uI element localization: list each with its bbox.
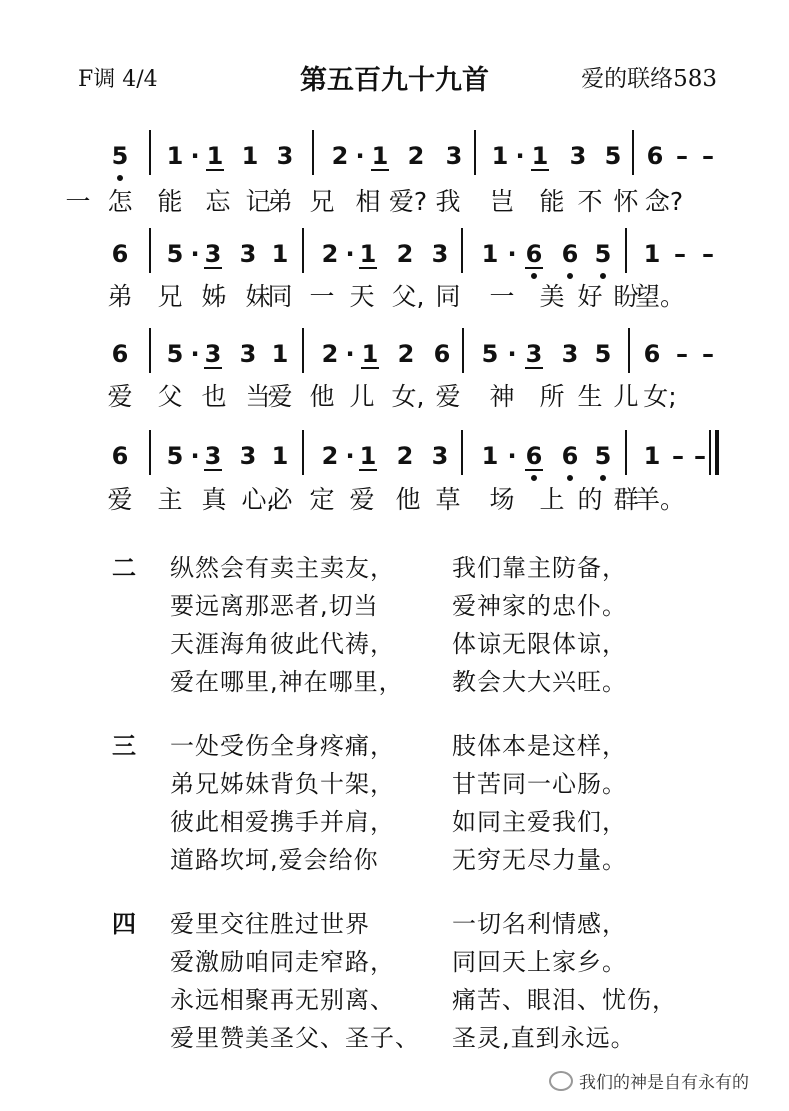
- lyric-4-10: 场: [489, 485, 515, 514]
- lyric-4-3: 真: [201, 485, 227, 514]
- note-3-15: 3: [561, 340, 579, 368]
- verse-line-first: 爱在哪里,神在哪里，: [170, 668, 404, 696]
- note-1-11: 3: [445, 142, 463, 170]
- note-2-18: –: [674, 240, 686, 268]
- verse-line-first: 要远离那恶者,切当: [170, 592, 379, 620]
- lyric-4-4: 心,: [241, 485, 275, 514]
- lyric-3-9: 爱: [435, 382, 461, 411]
- lyric-3-5: 爱: [267, 382, 293, 411]
- lyric-3-2: 父: [157, 382, 183, 411]
- note-4-3: ·: [190, 442, 200, 470]
- low-octave-dot: [568, 274, 573, 279]
- note-3-1: 6: [111, 340, 129, 368]
- note-4-1: 6: [111, 442, 129, 470]
- note-1-1: 5: [111, 142, 129, 170]
- lyric-1-5: 记: [245, 187, 271, 216]
- note-1-15: 3: [569, 142, 587, 170]
- verse-line-second: 一切名利情感，: [452, 910, 627, 938]
- lyric-1-2: 怎: [107, 187, 133, 216]
- note-4-13: ·: [507, 442, 517, 470]
- lyric-1-11: 岂: [489, 187, 515, 216]
- verse-label: 二: [112, 554, 136, 582]
- lyric-3-11: 所: [539, 382, 565, 411]
- lyric-1-8: 相: [355, 187, 381, 216]
- lyric-1-6: 弟: [267, 187, 293, 216]
- note-3-17: 6: [643, 340, 661, 368]
- lyric-3-10: 神: [489, 382, 515, 411]
- low-octave-dot: [568, 476, 573, 481]
- note-1-12: 1: [491, 142, 509, 170]
- lyric-3-7: 儿: [349, 382, 375, 411]
- note-3-8: ·: [345, 340, 355, 368]
- lyric-2-6: 一: [309, 282, 335, 311]
- lyric-4-8: 他: [395, 485, 421, 514]
- lyric-4-11: 上: [539, 485, 565, 514]
- note-2-7: 2: [321, 240, 339, 268]
- note-3-11: 6: [433, 340, 451, 368]
- lyric-2-12: 好: [577, 282, 603, 311]
- note-3-7: 2: [321, 340, 339, 368]
- wechat-icon: [549, 1071, 573, 1091]
- verse-line-first: 纵然会有卖主卖友，: [170, 554, 395, 582]
- lyric-4-9: 草: [435, 485, 461, 514]
- note-4-7: 2: [321, 442, 339, 470]
- lyric-3-3: 也: [201, 382, 227, 411]
- note-2-1: 6: [111, 240, 129, 268]
- verse-line-first: 彼此相爱携手并肩，: [170, 808, 395, 836]
- verse-line-second: 圣灵,直到永远。: [452, 1024, 636, 1052]
- low-octave-dot: [532, 274, 537, 279]
- note-2-5: 3: [239, 240, 257, 268]
- lyric-2-7: 天: [349, 282, 375, 311]
- lyric-2-9: 同: [435, 282, 461, 311]
- note-1-4: 1: [206, 142, 224, 170]
- lyric-1-10: 我: [435, 187, 461, 216]
- lyric-2-11: 美: [539, 282, 565, 311]
- note-1-5: 1: [241, 142, 259, 170]
- verse-line-first: 一处受伤全身疼痛，: [170, 732, 395, 760]
- watermark: [549, 1068, 749, 1093]
- note-1-18: –: [676, 142, 688, 170]
- note-4-16: 5: [594, 442, 612, 470]
- note-3-6: 1: [271, 340, 289, 368]
- lyric-1-7: 兄: [309, 187, 335, 216]
- note-4-2: 5: [166, 442, 184, 470]
- note-4-14: 6: [525, 442, 543, 470]
- low-octave-dot: [118, 176, 123, 181]
- note-1-6: 3: [276, 142, 294, 170]
- note-4-8: ·: [345, 442, 355, 470]
- note-2-3: ·: [190, 240, 200, 268]
- note-4-12: 1: [481, 442, 499, 470]
- lyric-1-3: 能: [157, 187, 183, 216]
- note-2-16: 5: [594, 240, 612, 268]
- note-2-9: 1: [359, 240, 377, 268]
- verse-line-second: 如同主爱我们，: [452, 808, 627, 836]
- lyric-4-14: 羊。: [634, 485, 686, 514]
- note-4-18: –: [672, 442, 684, 470]
- note-4-6: 1: [271, 442, 289, 470]
- verse-line-first: 爱激励咱同走窄路，: [170, 948, 395, 976]
- note-1-10: 2: [407, 142, 425, 170]
- verse-line-second: 同回天上家乡。: [452, 948, 627, 976]
- verse-line-first: 道路坎坷,爱会给你: [170, 846, 379, 874]
- lyric-1-12: 能: [539, 187, 565, 216]
- note-3-19: –: [702, 340, 714, 368]
- lyric-1-13: 不: [577, 187, 603, 216]
- hymn-title: 第五百九十九首: [300, 65, 489, 96]
- lyric-4-2: 主: [157, 485, 183, 514]
- note-1-13: ·: [515, 142, 525, 170]
- note-2-8: ·: [345, 240, 355, 268]
- note-3-9: 1: [361, 340, 379, 368]
- verse-line-first: 天涯海角彼此代祷，: [170, 630, 395, 658]
- key-time-signature: F调 4/4: [78, 67, 158, 92]
- verse-line-second: 我们靠主防备，: [452, 554, 627, 582]
- hymn-reference: 爱的联络583: [581, 66, 717, 92]
- lyric-4-6: 定: [309, 485, 335, 514]
- lyric-3-6: 他: [309, 382, 335, 411]
- note-3-14: 3: [525, 340, 543, 368]
- verse-line-second: 痛苦、眼泪、忧伤，: [452, 986, 677, 1014]
- note-3-12: 5: [481, 340, 499, 368]
- lyric-2-5: 同: [267, 282, 293, 311]
- verse-line-second: 教会大大兴旺。: [452, 668, 627, 696]
- low-octave-dot: [601, 274, 606, 279]
- score-svg: [0, 0, 789, 520]
- lyric-2-8: 父,: [391, 282, 425, 311]
- note-3-10: 2: [397, 340, 415, 368]
- verse-label: 三: [112, 732, 136, 760]
- note-4-19: –: [694, 442, 706, 470]
- note-1-3: ·: [190, 142, 200, 170]
- verse-line-second: 肢体本是这样，: [452, 732, 627, 760]
- score-notes: [65, 142, 714, 514]
- lyric-2-4: 妹: [245, 282, 271, 311]
- score-marks: [118, 170, 606, 481]
- lyric-2-14: 望。: [634, 282, 686, 311]
- note-2-4: 3: [204, 240, 222, 268]
- verse-line-second: 无穷无尽力量。: [452, 846, 627, 874]
- verse-line-second: 体谅无限体谅，: [452, 630, 627, 658]
- lyric-2-3: 姊: [201, 282, 227, 311]
- verse-line-first: 爱里赞美圣父、圣子、: [170, 1024, 420, 1052]
- lyric-2-1: 弟: [107, 282, 133, 311]
- note-3-4: 3: [204, 340, 222, 368]
- note-4-11: 3: [431, 442, 449, 470]
- verse-line-second: 爱神家的忠仆。: [452, 592, 627, 620]
- lyric-3-14: 女;: [643, 382, 677, 411]
- note-4-17: 1: [643, 442, 661, 470]
- note-2-15: 6: [561, 240, 579, 268]
- note-2-13: ·: [507, 240, 517, 268]
- note-4-10: 2: [396, 442, 414, 470]
- lyric-4-7: 爱: [349, 485, 375, 514]
- lyric-4-1: 爱: [107, 485, 133, 514]
- lyric-1-4: 忘: [205, 187, 231, 216]
- lyric-2-10: 一: [489, 282, 515, 311]
- lyric-4-13: 群: [613, 485, 639, 514]
- verse-label: 四: [112, 910, 136, 938]
- lyric-3-12: 生: [577, 382, 603, 411]
- note-2-2: 5: [166, 240, 184, 268]
- low-octave-dot: [532, 476, 537, 481]
- note-1-19: –: [702, 142, 714, 170]
- note-2-19: –: [702, 240, 714, 268]
- lyric-1-15: 念?: [644, 187, 684, 216]
- verse-line-second: 甘苦同一心肠。: [452, 770, 627, 798]
- lyric-1-1: 一: [65, 187, 91, 216]
- lyric-1-9: 爱?: [388, 187, 428, 216]
- note-2-11: 3: [431, 240, 449, 268]
- note-2-10: 2: [396, 240, 414, 268]
- note-3-13: ·: [507, 340, 517, 368]
- lyric-3-1: 爱: [107, 382, 133, 411]
- note-2-6: 1: [271, 240, 289, 268]
- note-1-9: 1: [371, 142, 389, 170]
- note-4-4: 3: [204, 442, 222, 470]
- note-1-2: 1: [166, 142, 184, 170]
- verse-line-first: 弟兄姊妹背负十架，: [170, 770, 395, 798]
- note-2-14: 6: [525, 240, 543, 268]
- low-octave-dot: [601, 476, 606, 481]
- note-1-17: 6: [646, 142, 664, 170]
- note-3-2: 5: [166, 340, 184, 368]
- watermark-text: 我们的神是自有永有的: [579, 1073, 749, 1093]
- note-3-5: 3: [239, 340, 257, 368]
- verse-line-first: 永远相聚再无别离、: [170, 986, 395, 1014]
- lyric-4-12: 的: [577, 485, 603, 514]
- note-1-7: 2: [331, 142, 349, 170]
- note-1-14: 1: [531, 142, 549, 170]
- note-4-5: 3: [239, 442, 257, 470]
- note-1-16: 5: [604, 142, 622, 170]
- note-2-17: 1: [643, 240, 661, 268]
- lyric-3-8: 女,: [391, 382, 425, 411]
- lyric-2-13: 盼: [613, 282, 639, 311]
- verse-line-first: 爱里交往胜过世界: [170, 910, 370, 938]
- note-1-8: ·: [355, 142, 365, 170]
- lyric-2-2: 兄: [157, 282, 183, 311]
- note-2-12: 1: [481, 240, 499, 268]
- lyric-1-14: 怀: [613, 187, 639, 216]
- note-3-18: –: [676, 340, 688, 368]
- lyric-3-13: 儿: [613, 382, 639, 411]
- note-4-15: 6: [561, 442, 579, 470]
- lyric-3-4: 当: [245, 382, 271, 411]
- note-3-3: ·: [190, 340, 200, 368]
- note-4-9: 1: [359, 442, 377, 470]
- note-3-16: 5: [594, 340, 612, 368]
- lyric-4-5: 必: [267, 485, 293, 514]
